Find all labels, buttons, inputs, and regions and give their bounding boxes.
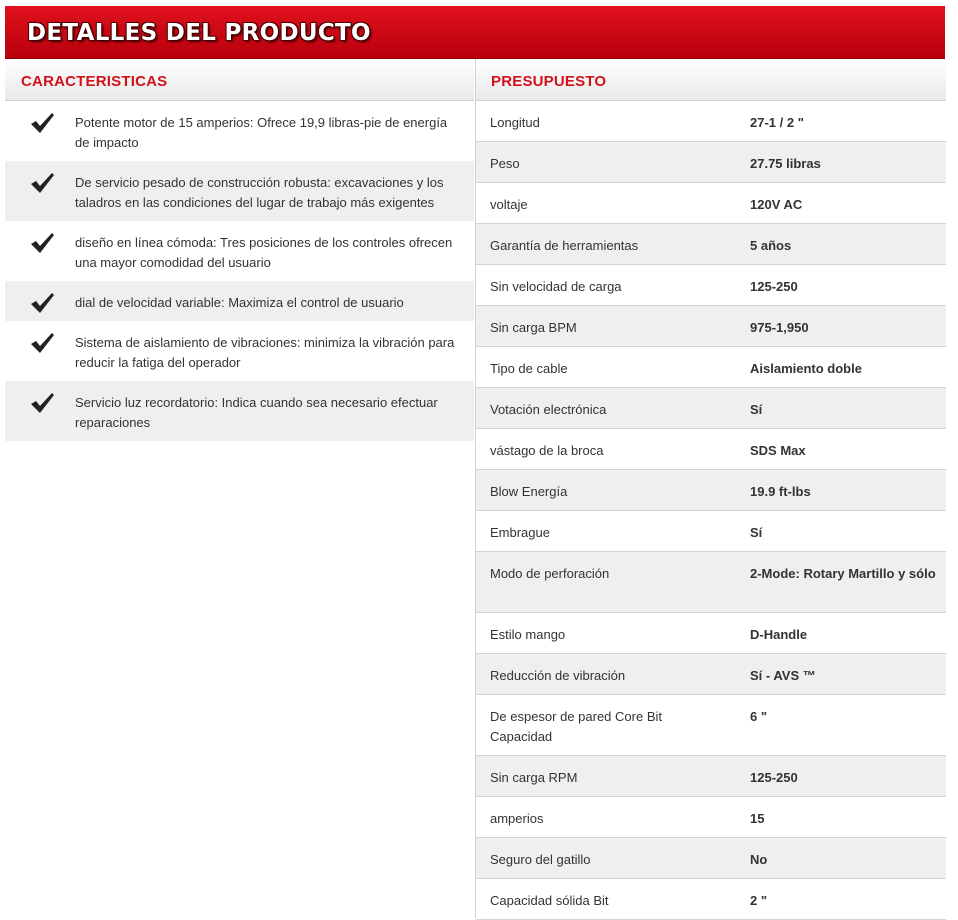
spec-value: 120V AC: [750, 197, 803, 212]
spec-label: Capacidad sólida Bit: [490, 893, 609, 908]
spec-label: Embrague: [490, 525, 550, 540]
spec-value: 19.9 ft-lbs: [750, 484, 811, 499]
spec-row: [476, 756, 946, 797]
spec-value: Sí: [750, 402, 763, 417]
specs-header-label: PRESUPUESTO: [491, 73, 607, 90]
spec-value: D-Handle: [750, 627, 808, 642]
spec-value: 2-Mode: Rotary Martillo y sólo: [750, 566, 936, 581]
spec-label: Reducción de vibración: [490, 668, 626, 683]
page-banner: [5, 6, 945, 59]
feature-text: Potente motor de 15 amperios: Ofrece 19,9 libras-pie de energía de impacto: [75, 115, 448, 150]
spec-row: [476, 224, 946, 265]
spec-row: [476, 879, 946, 920]
checkmark-icon: [29, 232, 55, 254]
spec-value: 6 ": [750, 709, 768, 724]
spec-value: 27.75 libras: [750, 156, 821, 171]
spec-row: [476, 695, 946, 756]
spec-row: [476, 306, 946, 347]
spec-row: [476, 142, 946, 183]
spec-row: [476, 797, 946, 838]
checkmark-icon: [29, 332, 55, 354]
spec-row: [476, 388, 946, 429]
spec-row: [476, 101, 946, 142]
feature-item: [5, 221, 474, 281]
spec-label: Sin velocidad de carga: [490, 279, 622, 294]
spec-row: [476, 429, 946, 470]
spec-value: 975-1,950: [750, 320, 809, 335]
spec-label: De espesor de pared Core Bit Capacidad: [490, 709, 662, 744]
spec-row: [476, 613, 946, 654]
spec-row: [476, 183, 946, 224]
features-header-label: CARACTERISTICAS: [21, 73, 168, 90]
spec-label: Blow Energía: [490, 484, 568, 499]
feature-item: [5, 381, 474, 441]
feature-item: [5, 321, 474, 381]
spec-label: Votación electrónica: [490, 402, 607, 417]
checkmark-icon: [29, 112, 55, 134]
feature-item: [5, 161, 474, 221]
spec-row: [476, 265, 946, 306]
spec-label: vástago de la broca: [490, 443, 604, 458]
spec-row: [476, 838, 946, 879]
spec-label: Sin carga BPM: [490, 320, 577, 335]
feature-item: [5, 101, 474, 161]
spec-label: Peso: [490, 156, 520, 171]
spec-row: [476, 552, 946, 613]
spec-label: voltaje: [490, 197, 528, 212]
spec-value: 125-250: [750, 279, 798, 294]
feature-text: Sistema de aislamiento de vibraciones: minimiza la vibración para reducir la fatiga del operador: [75, 335, 455, 370]
spec-row: [476, 470, 946, 511]
specs-header: [476, 59, 946, 101]
spec-value: SDS Max: [750, 443, 806, 458]
page-title: DETALLES DEL PRODUCTO: [27, 20, 371, 46]
feature-text: Servicio luz recordatorio: Indica cuando sea necesario efectuar reparaciones: [75, 395, 438, 430]
specs-panel: [475, 59, 946, 918]
spec-row: [476, 511, 946, 552]
spec-label: amperios: [490, 811, 544, 826]
checkmark-icon: [29, 392, 55, 414]
spec-label: Tipo de cable: [490, 361, 568, 376]
feature-text: diseño en línea cómoda: Tres posiciones de los controles ofrecen una mayor comodidad del usuario: [75, 235, 453, 270]
spec-value: 27-1 / 2 ": [750, 115, 804, 130]
spec-row: [476, 347, 946, 388]
spec-value: 2 ": [750, 893, 768, 908]
spec-value: Sí: [750, 525, 763, 540]
spec-value: 15: [750, 811, 765, 826]
spec-label: Sin carga RPM: [490, 770, 578, 785]
spec-label: Seguro del gatillo: [490, 852, 591, 867]
feature-text: dial de velocidad variable: Maximiza el control de usuario: [75, 295, 404, 310]
spec-value: No: [750, 852, 768, 867]
spec-row: [476, 654, 946, 695]
spec-value: Aislamiento doble: [750, 361, 862, 376]
feature-item: [5, 281, 474, 321]
spec-value: 5 años: [750, 238, 792, 253]
checkmark-icon: [29, 292, 55, 314]
spec-value: Sí - AVS ™: [750, 668, 816, 683]
checkmark-icon: [29, 172, 55, 194]
spec-label: Modo de perforación: [490, 566, 610, 581]
features-panel: [5, 59, 474, 441]
spec-value: 125-250: [750, 770, 798, 785]
spec-label: Garantía de herramientas: [490, 238, 639, 253]
features-header: [5, 59, 474, 101]
feature-text: De servicio pesado de construcción robusta: excavaciones y los taladros en las condiciones del lugar de trabajo más exigentes: [75, 175, 444, 210]
spec-label: Longitud: [490, 115, 540, 130]
spec-label: Estilo mango: [490, 627, 566, 642]
